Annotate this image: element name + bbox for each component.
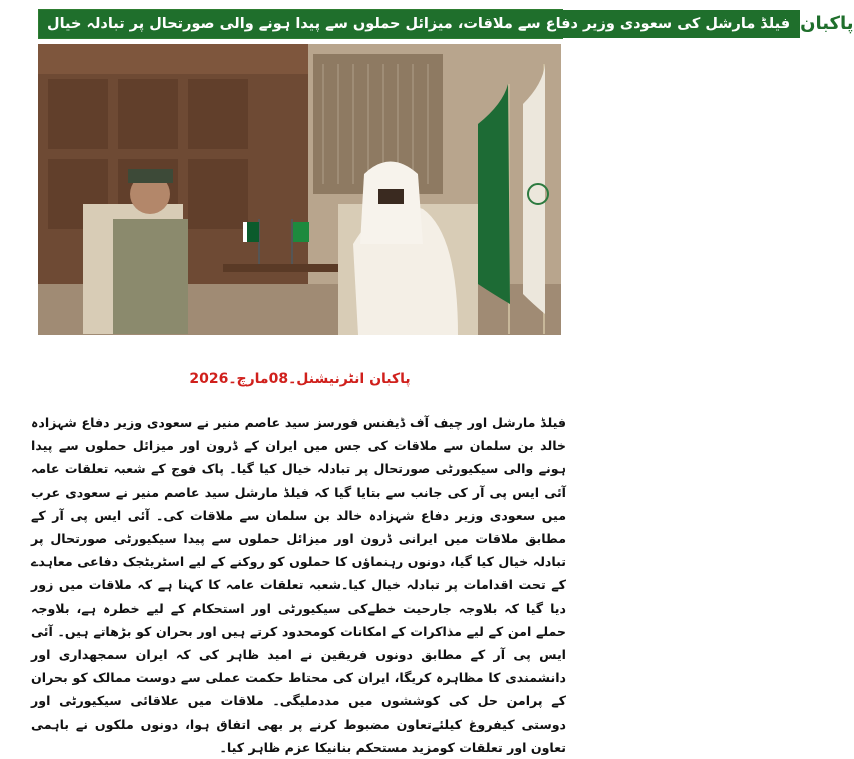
photo-illustration [38,44,561,335]
brand-logo: پاکبان [798,10,853,38]
dateline: پاکبان انٹرنیشنل۔08مارچ۔2026 [189,371,411,387]
meeting-photo [38,44,561,335]
article-body: فیلڈ مارشل اور چیف آف ڈیفنس فورسز سید عاصم منیر نے سعودی وزیر دفاع شہزادہ خالد بن سلمان سے ملاقات کی جس میں ایران کے ڈرون اور میزائل حملوں سے پیدا ہونے والی سیکیورٹی صورتحال پر تبادلہ خیال کیا گیا۔ پاک فوج کے شعبہ تعلقات عامہ آئی ایس پی آر کی جانب سے بتایا گیا کہ فیلڈ مارشل سید عاصم منیر نے سعودی عرب میں سعودی وزیر دفاع شہزادہ خالد بن سلمان سے ملاقات کی۔ آئی ایس پی آر کے مطابق ملاقات میں ایرانی ڈرون اور میزائل حملوں سے پیدا سیکیورٹی صورتحال پر تبادلہ خیال کیا گیا، دونوں رہنماؤں کا حملوں کو روکنے کے لیے اسٹریٹجک دفاعی معاہدے کے تحت اقدامات پر تبادلہ خیال کیا۔شعبہ تعلقات عامہ کا کہنا ہے کہ ملاقات میں زور دیا گیا کہ بلاوجہ جارحیت خطےکی سیکیورٹی اور استحکام کے لیے خطرہ ہے، بلاوجہ حملے امن کے لیے مذاکرات کے امکانات کومحدود کرتے ہیں اور بحران کو بڑھاتے ہیں۔ آئی ایس پی آر کے مطابق دونوں فریقین نے امید ظاہر کی کہ ایران سمجھداری اور دانشمندی کا مظاہرہ کریگا، ایران کی محتاط حکمت عملی سے دوست ممالک کو بحران کے پرامن حل کی کوششوں میں مددملیگی۔ ملاقات میں علاقائی سیکیورٹی اور دوستی کیفروغ کیلئےتعاون مضبوط کرنے پر بھی اتفاق ہوا، دونوں ملکوں نے باہمی تعاون اور تعلقات کومزید مستحکم بنانیکا عزم ظاہر کیا۔ [31,415,566,755]
header-banner [38,9,854,39]
headline: فیلڈ مارشل کی سعودی وزیر دفاع سے ملاقات، میزائل حملوں سے پیدا ہونے والی صورتحال پر تبادلہ خیال [39,10,798,38]
